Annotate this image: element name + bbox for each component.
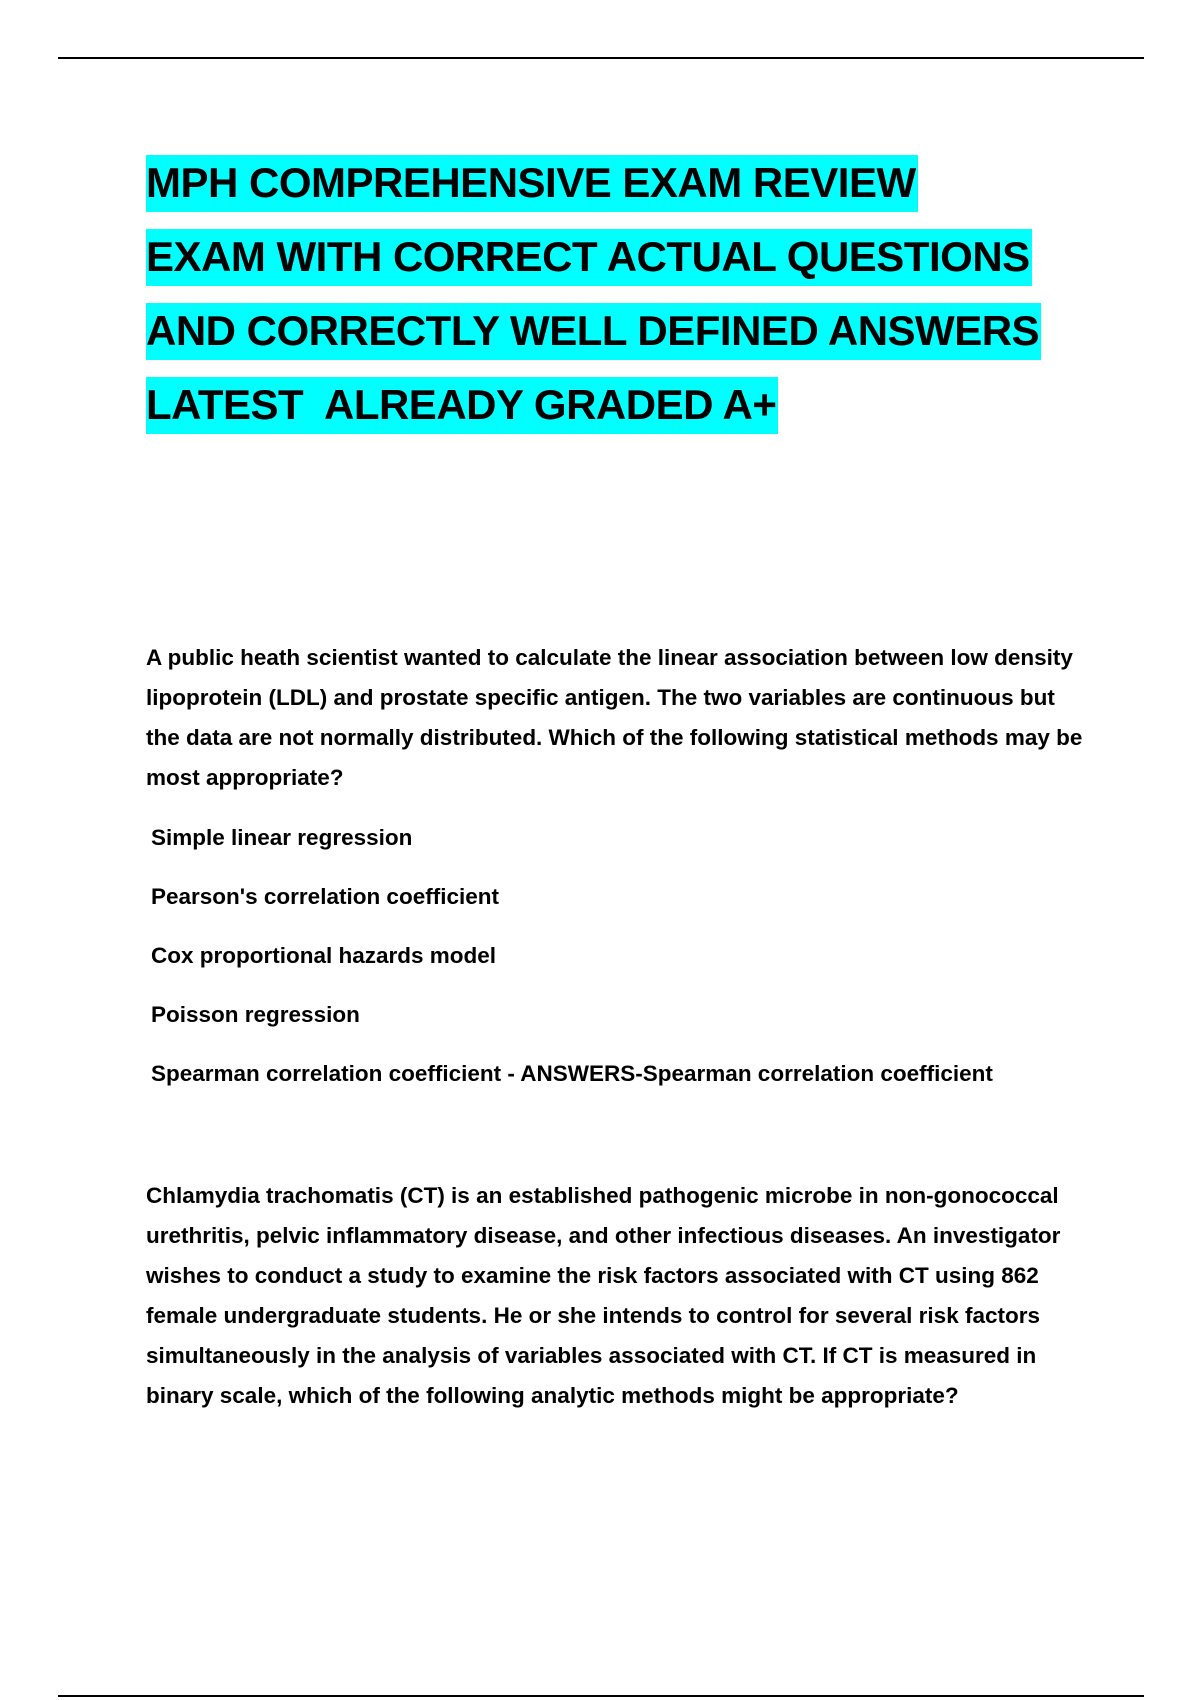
title-line-text: LATEST ALREADY GRADED A+	[146, 377, 778, 434]
question-1-options	[151, 818, 1151, 1113]
question-1-text: A public heath scientist wanted to calculate the linear association between low density lipoprotein (LDL) and prostate specific antigen. The two variables are continuous but the data are not normally distributed. Which of the following statistical methods may be most appropriate?	[146, 645, 1083, 790]
title-line	[146, 294, 1146, 368]
footer-rule	[58, 1695, 1144, 1697]
option-cox-proportional-hazards: Cox proportional hazards model	[151, 943, 497, 968]
title-line	[146, 146, 1146, 220]
question-2-text: Chlamydia trachomatis (CT) is an established pathogenic microbe in non-gonococcal urethritis, pelvic inflammatory disease, and other infectious diseases. An investigator wishes to conduct a study to examine the risk factors associated with CT using 862 female undergraduate students. He or she intends to control for several risk factors simultaneously in the analysis of variables associated with CT. If CT is measured in binary scale, which of the following analytic methods might be appropriate?	[146, 1183, 1061, 1408]
option-pearson-correlation: Pearson's correlation coefficient	[151, 884, 499, 909]
title-line-text: EXAM WITH CORRECT ACTUAL QUESTIONS	[146, 229, 1032, 286]
option-simple-linear-regression: Simple linear regression	[151, 825, 413, 850]
title-line-text: MPH COMPREHENSIVE EXAM REVIEW	[146, 155, 918, 212]
title-line	[146, 368, 1146, 442]
header-rule	[58, 57, 1144, 59]
option-poisson-regression: Poisson regression	[151, 1002, 360, 1027]
title-line	[146, 220, 1146, 294]
title-line-text: AND CORRECTLY WELL DEFINED ANSWERS	[146, 303, 1041, 360]
document-title	[146, 146, 1146, 442]
option-spearman-correlation-answer: Spearman correlation coefficient - ANSWERS-Spearman correlation coefficient	[151, 1061, 993, 1086]
